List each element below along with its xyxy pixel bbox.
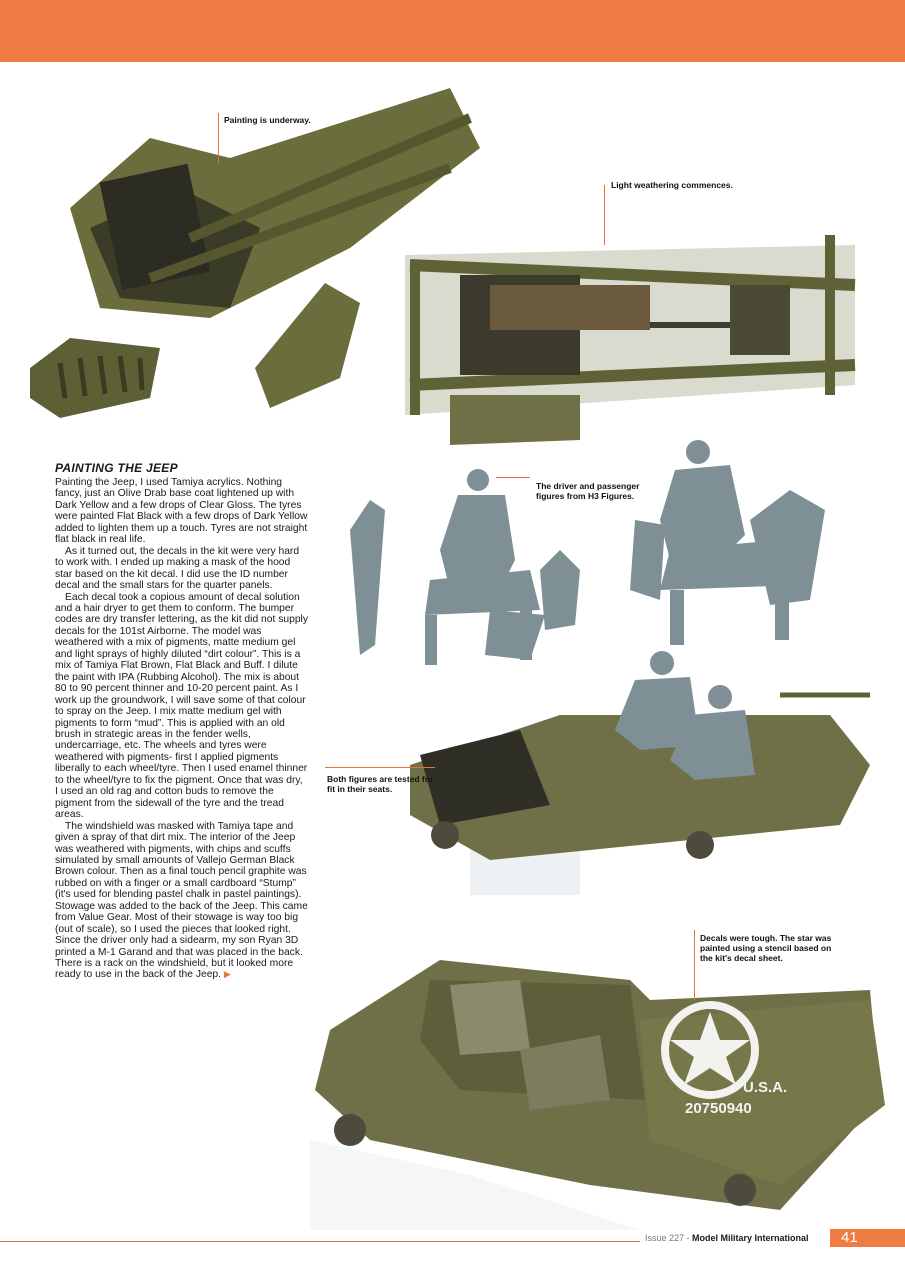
caption-leader — [325, 767, 435, 768]
caption-leader — [604, 185, 605, 245]
caption-decals-tough: Decals were tough. The star was painted using a stencil based on the kit's decal sheet. — [700, 933, 832, 963]
paragraph: Each decal took a copious amount of decal solution and a hair dryer to get them to conform. The bumper codes are dry transfer lettering, as the kit did not supply decals for the 101st Airborne. The model was weathered with a mix of pigments, matte medium gel and light sprays of highly diluted “dirt colour”. This is a mix of Tamiya Flat Brown, Flat Black and Buff. I dilute the paint with IPA (Rubbing Alcohol). The mix is about 80 to 90 percent thinner and 10-20 percent paint. As I work up the groundwork, I will save some of that colour to spray on the Jeep. I mix matte medium gel with pigments to form “mud”. This is applied with an old brush in strategic areas in the fender wells, undercarriage, etc. The wheels and tyres were weathered with pigments- first I applied pigments liberally to each wheel/tyre. Then I used enamel thinner to the wheel/tyre to fix the pigment. Once that was dry, I used an old rag and cotton buds to remove the pigment from the sidewall of the tyre and the tread areas. — [55, 591, 308, 821]
footer-issue — [645, 1233, 809, 1243]
caption-driver-passenger: The driver and passenger figures from H3 Figures. — [536, 481, 640, 501]
magazine-title: Model Military International — [692, 1233, 809, 1243]
header-band — [0, 0, 905, 62]
caption-painting-underway: Painting is underway. — [224, 115, 311, 125]
hood-marking-usa: U.S.A. — [743, 1079, 788, 1096]
article-body — [55, 477, 308, 981]
caption-leader — [496, 477, 530, 478]
hood-marking-number: 20750940 — [685, 1100, 752, 1117]
paragraph: As it turned out, the decals in the kit were very hard to work with. I ended up making a mask of the hood star based on the kit decal. I did use the ID number decal and the small stars for the quarter panels. — [55, 545, 300, 592]
caption-leader — [694, 930, 695, 1000]
caption-light-weathering: Light weathering commences. — [611, 180, 733, 190]
chassis-weathering-photo — [400, 225, 860, 445]
caption-leader — [218, 113, 219, 163]
paragraph: Painting the Jeep, I used Tamiya acrylics. Nothing fancy, just an Olive Drab base coat lightened up with Dark Yellow and a few drops of Clear Gloss. The tyres were painted Flat Black with a few drops of Dark Yellow added to lighten them up a touch. Tyres are not straight flat black in real life. — [55, 477, 308, 546]
section-heading: PAINTING THE JEEP — [55, 461, 178, 475]
footer-rule — [0, 1241, 640, 1242]
jeep-star-decal-photo — [310, 940, 900, 1230]
page-number: 41 — [830, 1229, 905, 1247]
paragraph — [55, 821, 308, 981]
paragraph-text: The windshield was masked with Tamiya tape and given a spray of that dirt mix. The interior of the Jeep was weathered with pigments, with chips and scuffs simulated by small amounts of Vallejo German Black Brown colour. Then as a final touch pencil graphite was rubbed on with a finger or a small cardboard “Stump” (it's used for blending pastel chalk in pastel paintings). Stowage was added to the back of the Jeep. This came from Value Gear. Most of their stowage is way too big (out of scale), so I used the pieces that looked right. Since the driver only had a sidearm, my son Ryan 3D printed a M-1 Garand and that was placed in the back. There is a rack on the windshield, but it looked more ready to use in the back of the Jeep. — [55, 820, 308, 981]
end-of-article-icon: ▶ — [223, 969, 231, 980]
issue-number: Issue 227 - — [645, 1233, 693, 1243]
figures-in-jeep-photo — [400, 645, 885, 905]
caption-figures-tested: Both figures are tested for fit in their seats. — [327, 774, 434, 794]
resin-figures-photo — [330, 440, 885, 670]
